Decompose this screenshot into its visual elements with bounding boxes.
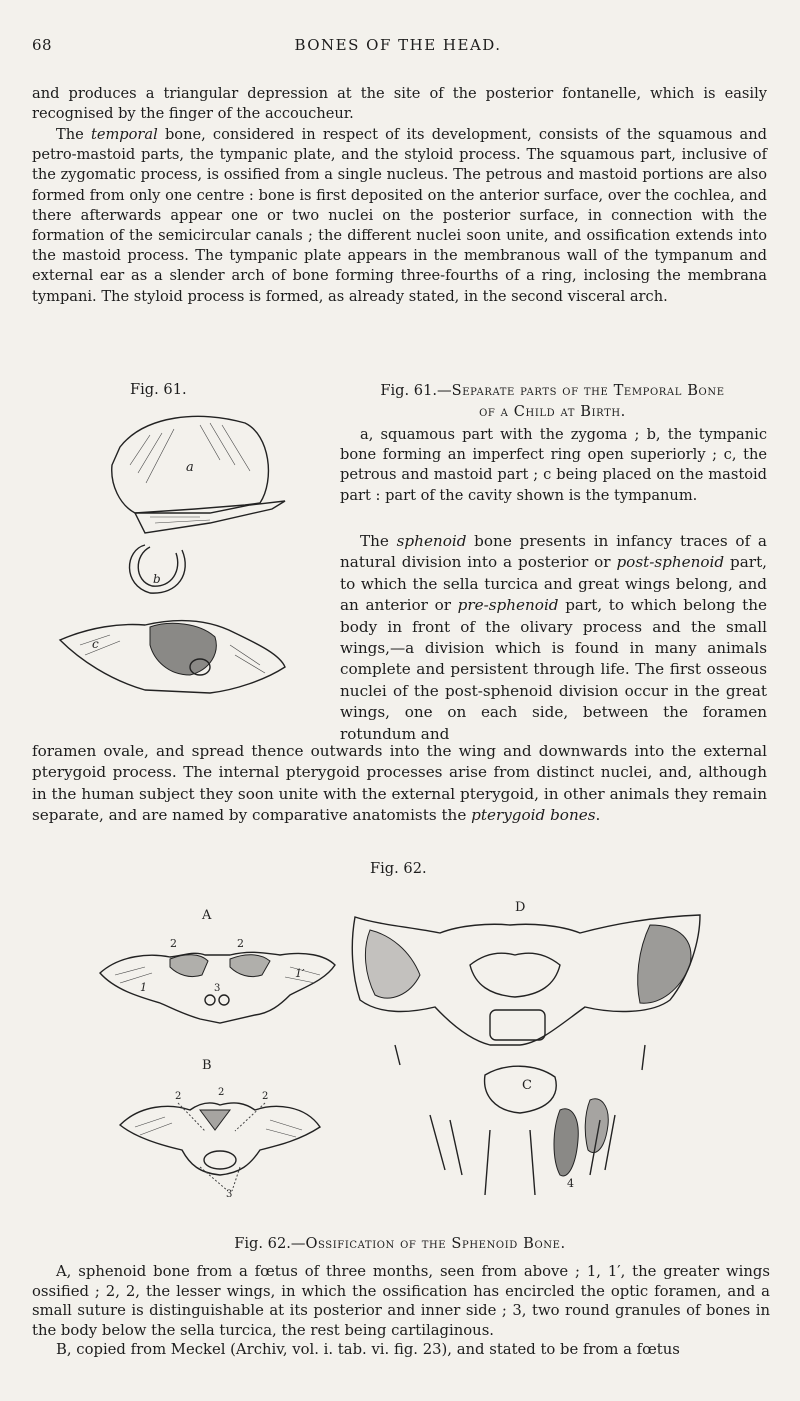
fig62-label: Fig. 62. [370,860,427,877]
panel-c-label: C [522,1078,532,1093]
panel-b-num-2-mid: 2 [218,1087,225,1098]
sphenoid-cont-text: foramen ovale, and spread thence outwards into the wing and downwards into the external pterygoid process. The internal pterygoid processes arise from distinct nuclei, and, although in the human subject they soon unite with the external pterygoid, in other animals they remain separate, and are named by comparative anatomists the [32,742,767,825]
panel-a-num-2-right: 2 [237,937,244,950]
sphenoid-lead: The [360,532,397,550]
fig62-description-b: B, copied from Meckel (Archiv, vol. i. tab. vi. fig. 23), and stated to be from a fœtus [56,1341,680,1358]
paragraph-temporal [32,125,767,307]
fig62-panel-b [120,1058,320,1200]
panel-b-num-2-right: 2 [262,1091,269,1102]
sphenoid-part-1: bone presents in infancy traces of a natural division into a posterior or [340,532,767,572]
sphenoid-italic-3: pre-sphenoid [457,596,559,615]
paragraph-sphenoid [340,531,767,745]
panel-b-label: B [202,1058,212,1073]
fig61-caption-line2: of a Child at Birth. [479,403,626,420]
fig62-caption-title [0,1235,800,1252]
fig61-label: Fig. 61. [130,381,187,398]
fig62-panel-a [100,908,335,1023]
panel-b-num-3: 3 [226,1189,233,1200]
fig61-letter-c: c [92,637,99,651]
paragraph-sphenoid-continued [32,741,767,827]
panel-a-label: A [202,908,212,923]
sphenoid-part-3: part, to which belong the body in front of the olivary process and the small wings,—a division which is found in many animals complete and persistent through life. The first osseous nuclei of the post-sphenoid division occur in the great wings, one on each side, between the foramen rotundum and [340,596,768,743]
sphenoid-cont-end: . [595,806,601,825]
fig61-letter-b: b [153,572,161,586]
panel-a-num-1-prime: 1′ [295,967,305,980]
panel-a-num-3: 3 [214,983,221,994]
temporal-italic: temporal [90,126,158,143]
panel-b-num-2-left: 2 [175,1091,182,1102]
panel-a-num-2-left: 2 [170,937,177,950]
fig62-caption-text: Ossification of the Sphenoid Bone. [305,1235,566,1252]
sphenoid-part-2: part, to which the sella turcica and great wings belong, and an anterior or [340,553,767,615]
fig62-description: A, sphenoid bone from a fœtus of three months, seen from above ; 1, 1′, the greater wings ossified ; 2, 2, the lesser wings, in which the ossification has encircled the optic foramen, and a small suture is distinguishable at its posterior and inner side ; 3, two round granules of bones in the body below the sella turcica, the rest being cartilaginous. [32,1263,770,1339]
sphenoid-italic-1: sphenoid [396,532,467,550]
running-head [32,36,764,58]
tympanic-ring-drawing [129,545,185,593]
temporal-text: bone, considered in respect of its development, consists of the squamous and petro-mastoid parts, the tympanic plate, and the styloid process. The squamous part, inclusive of the zygomatic process, is ossified from a single nucleus. The petrous and mastoid portions are also formed from only one centre : bone is first deposited on the anterior surface, over the cochlea, and there afterwards appear one or two nuclei on the posterior surface, in connection with the formation of the semicircular canals ; the different nuclei soon unite, and ossification extends into the mastoid process. The tympanic plate appears in the membranous wall of the tympanum and external ear as a slender arch of bone forming three-fourths of a ring, inclosing the membrana tympani. The styloid process is formed, as already stated, in the second visceral arch. [32,126,767,305]
sphenoid-italic-2: post-sphenoid [616,553,725,572]
paragraph-fontanelle [32,84,767,124]
squamous-part-drawing [112,416,285,533]
temporal-lead: The [56,126,91,143]
petromastoid-drawing [60,621,285,693]
panel-a-num-1: 1 [140,981,147,994]
paragraph-fontanelle-text: and produces a triangular depression at the site of the posterior fontanelle, which is easily recognised by the finger of the accoucheur. [32,85,767,123]
fig61-illustration [50,405,290,700]
fig61-letter-a: a [186,460,194,475]
fig62-illustration [90,895,710,1230]
page-number: 68 [32,36,53,54]
fig61-description: a, squamous part with the zygoma ; b, the tympanic bone forming an imperfect ring open superiorly ; c, the petrous and mastoid part ; c being placed on the mastoid part : part of the cavity shown is the tympanum. [340,426,767,504]
fig61-caption-line1: Separate parts of the Temporal Bone [451,382,725,399]
panel-d-label: D [515,900,526,915]
running-title: BONES OF THE HEAD. [294,36,502,54]
fig62-panel-cd [352,900,700,1195]
fig61-caption-prefix: Fig. 61.— [380,382,452,399]
fig61-caption-title [340,380,765,422]
sphenoid-cont-italic: pterygoid bones [471,806,596,825]
fig62-caption-prefix: Fig. 62.— [234,1235,306,1252]
panel-c-num-4: 4 [567,1177,574,1190]
